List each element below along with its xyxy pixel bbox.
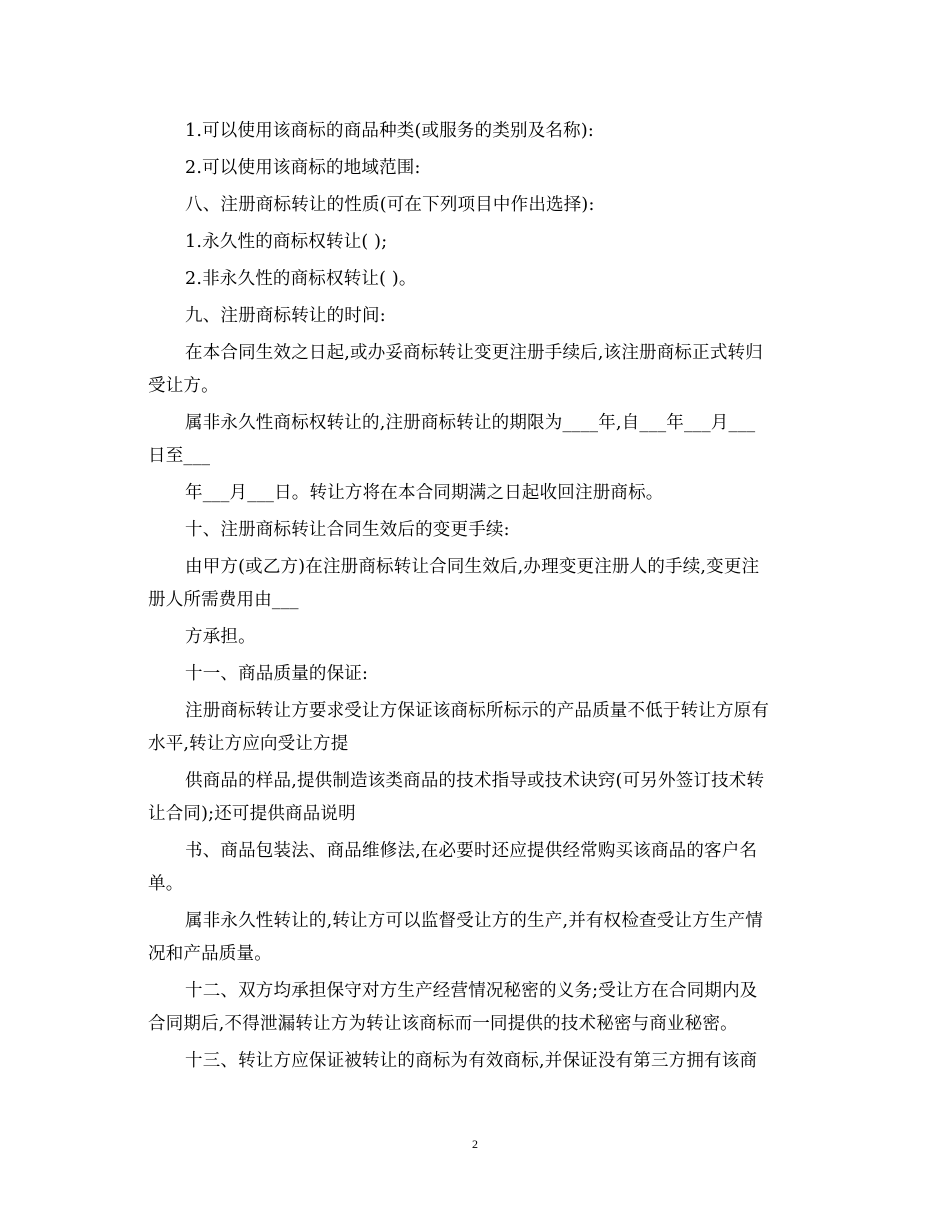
page-number: 2	[472, 1137, 478, 1151]
text-line: 书、商品包装法、商品维修法,在必要时还应提供经常购买该商品的客户名	[185, 841, 758, 861]
text-line: 十三、转让方应保证被转让的商标为有效商标,并保证没有第三方拥有该商	[185, 1051, 758, 1071]
text-line: 供商品的样品,提供制造该类商品的技术指导或技术诀窍(可另外签订技术转	[185, 771, 765, 791]
text-line: 2.非永久性的商标权转让( )。	[185, 269, 417, 289]
text-line: 方承担。	[185, 627, 256, 647]
text-line: 属非永久性转让的,转让方可以监督受让方的生产,并有权检查受让方生产情	[185, 911, 763, 931]
text-line: 日至___	[148, 446, 211, 466]
text-line: 1.永久性的商标权转让( );	[185, 232, 388, 252]
text-line: 十二、双方均承担保守对方生产经营情况秘密的义务;受让方在合同期内及	[185, 981, 758, 1001]
text-line: 十一、商品质量的保证:	[185, 664, 369, 684]
text-line: 1.可以使用该商标的商品种类(或服务的类别及名称):	[185, 121, 594, 141]
text-line: 在本合同生效之日起,或办妥商标转让变更注册手续后,该注册商标正式转归	[185, 343, 763, 363]
text-line: 水平,转让方应向受让方提	[148, 734, 349, 754]
text-line: 注册商标转让方要求受让方保证该商标所标示的产品质量不低于转让方原有	[185, 701, 770, 721]
text-line: 况和产品质量。	[148, 944, 272, 964]
text-line: 由甲方(或乙方)在注册商标转让合同生效后,办理变更注册人的手续,变更注	[185, 557, 760, 577]
text-line: 单。	[148, 874, 184, 894]
text-line: 年___月___日。转让方将在本合同期满之日起收回注册商标。	[185, 483, 664, 503]
text-line: 属非永久性商标权转让的,注册商标转让的期限为____年,自___年___月___	[185, 413, 756, 433]
text-line: 册人所需费用由___	[148, 590, 299, 610]
text-line: 受让方。	[148, 376, 219, 396]
text-line: 八、注册商标转让的性质(可在下列项目中作出选择):	[185, 195, 595, 215]
text-line: 九、注册商标转让的时间:	[185, 306, 386, 326]
text-line: 让合同);还可提供商品说明	[148, 804, 356, 824]
text-line: 2.可以使用该商标的地域范围:	[185, 158, 421, 178]
text-line: 十、注册商标转让合同生效后的变更手续:	[185, 520, 510, 540]
text-line: 合同期后,不得泄漏转让方为转让该商标而一同提供的技术秘密与商业秘密。	[148, 1014, 738, 1034]
